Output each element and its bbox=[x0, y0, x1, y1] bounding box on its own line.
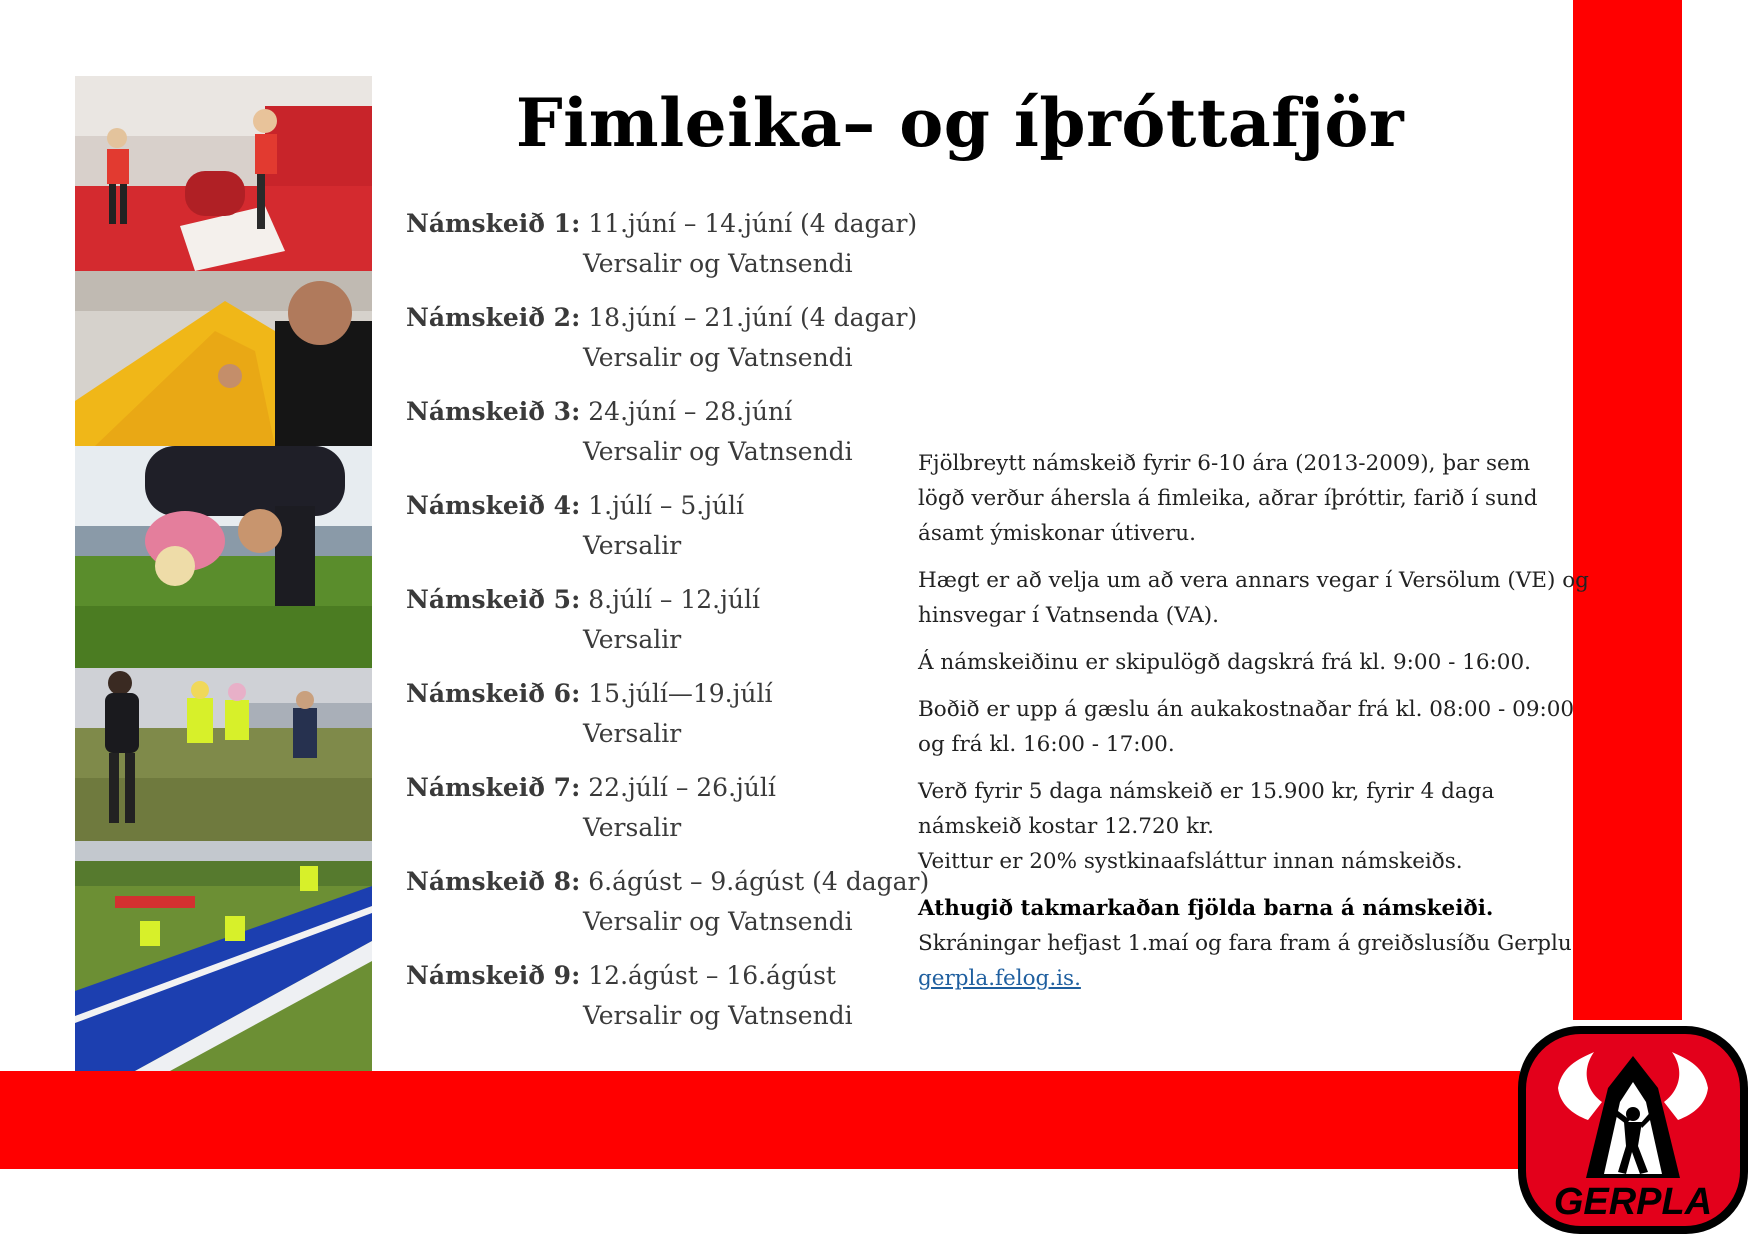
course-label: Námskeið 6: bbox=[406, 679, 581, 708]
price-paragraph bbox=[918, 774, 1573, 879]
field-jump-photo bbox=[75, 668, 372, 841]
limited-notice: Athugið takmarkaðan fjölda barna á námskeiði. bbox=[918, 896, 1494, 921]
course-dates: 22.júlí – 26.júlí bbox=[588, 773, 776, 802]
info-text-block bbox=[918, 446, 1589, 1008]
course-dates: 24.júní – 28.júní bbox=[588, 397, 793, 426]
course-location: Versalir bbox=[583, 813, 682, 842]
text-line: námskeið kostar 12.720 kr. bbox=[918, 814, 1214, 839]
course-item bbox=[406, 768, 926, 862]
course-label: Námskeið 9: bbox=[406, 961, 581, 990]
course-location: Versalir og Vatnsendi bbox=[583, 249, 853, 278]
location-paragraph bbox=[918, 563, 1589, 633]
course-item bbox=[406, 298, 926, 392]
course-label: Námskeið 1: bbox=[406, 209, 581, 238]
photo-strip bbox=[75, 76, 372, 1071]
course-dates: 1.júlí – 5.júlí bbox=[588, 491, 745, 520]
course-item bbox=[406, 862, 930, 956]
course-dates: 18.júní – 21.júní (4 dagar) bbox=[588, 303, 918, 332]
net-climb-photo bbox=[75, 271, 372, 446]
registration-link[interactable]: gerpla.felog.is. bbox=[918, 966, 1081, 991]
course-list bbox=[406, 204, 930, 1050]
course-location: Versalir bbox=[583, 719, 682, 748]
course-item bbox=[406, 392, 926, 486]
course-label: Námskeið 3: bbox=[406, 397, 581, 426]
text-line: Fjölbreytt námskeið fyrir 6-10 ára (2013-2009), þar sem bbox=[918, 451, 1531, 476]
course-item bbox=[406, 486, 926, 580]
course-item bbox=[406, 674, 926, 768]
text-line: Boðið er upp á gæslu án aukakostnaðar frá kl. 08:00 - 09:00 bbox=[918, 697, 1575, 722]
course-dates: 11.júní – 14.júní (4 dagar) bbox=[588, 209, 918, 238]
course-item bbox=[406, 956, 926, 1050]
course-dates: 12.ágúst – 16.ágúst bbox=[588, 961, 836, 990]
course-item bbox=[406, 204, 926, 298]
course-location: Versalir og Vatnsendi bbox=[583, 343, 853, 372]
red-vertical-band bbox=[1573, 0, 1682, 1020]
airtrack-photo bbox=[75, 841, 372, 1071]
course-location: Versalir bbox=[583, 625, 682, 654]
course-label: Námskeið 2: bbox=[406, 303, 581, 332]
course-label: Námskeið 4: bbox=[406, 491, 581, 520]
course-item bbox=[406, 580, 926, 674]
text-line: lögð verður áhersla á fimleika, aðrar íþróttir, farið í sund bbox=[918, 486, 1538, 511]
page-title: Fimleika– og íþróttafjör bbox=[515, 84, 1405, 162]
course-location: Versalir og Vatnsendi bbox=[583, 1001, 853, 1030]
text-line: Hægt er að velja um að vera annars vegar í Versölum (VE) og bbox=[918, 568, 1589, 593]
text-line: hinsvegar í Vatnsenda (VA). bbox=[918, 603, 1219, 628]
care-paragraph bbox=[918, 692, 1573, 762]
course-dates: 15.júlí—19.júlí bbox=[588, 679, 773, 708]
course-label: Námskeið 7: bbox=[406, 773, 581, 802]
course-location: Versalir og Vatnsendi bbox=[583, 907, 853, 936]
course-label: Námskeið 5: bbox=[406, 585, 581, 614]
registration-paragraph bbox=[918, 891, 1573, 996]
text-line: Verð fyrir 5 daga námskeið er 15.900 kr, fyrir 4 daga bbox=[918, 779, 1495, 804]
red-horizontal-band bbox=[0, 1071, 1520, 1169]
course-dates: 8.júlí – 12.júlí bbox=[588, 585, 760, 614]
text-line: Veittur er 20% systkinaafsláttur innan námskeiðs. bbox=[918, 849, 1463, 874]
logo-wordmark: GERPLA bbox=[1553, 1181, 1713, 1223]
course-location: Versalir og Vatnsendi bbox=[583, 437, 853, 466]
course-label: Námskeið 8: bbox=[406, 867, 581, 896]
description-paragraph bbox=[918, 446, 1573, 551]
course-dates: 6.ágúst – 9.ágúst (4 dagar) bbox=[588, 867, 930, 896]
registration-text: Skráningar hefjast 1.maí og fara fram á greiðslusíðu Gerplu bbox=[918, 931, 1572, 956]
grass-play-photo bbox=[75, 446, 372, 668]
gerpla-logo bbox=[1514, 1022, 1752, 1238]
course-location: Versalir bbox=[583, 531, 682, 560]
schedule-paragraph: Á námskeiðinu er skipulögð dagskrá frá kl. 9:00 - 16:00. bbox=[918, 650, 1531, 675]
text-line: ásamt ýmiskonar útiveru. bbox=[918, 521, 1196, 546]
gym-photo bbox=[75, 76, 372, 271]
text-line: og frá kl. 16:00 - 17:00. bbox=[918, 732, 1175, 757]
